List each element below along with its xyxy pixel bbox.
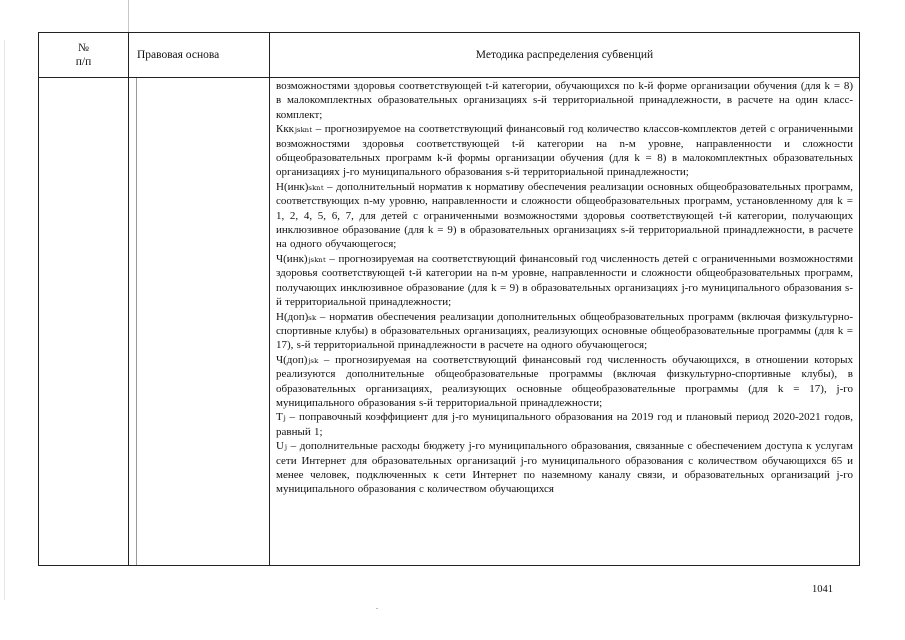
header-number-label: п/п (75, 56, 92, 68)
method-paragraph: Н(доп)ₛₖ – норматив обеспечения реализации дополнительных общеобразовательных программ (включая физкультурно-спортивные клубы) в образовательных организациях, реализующих основные общеобразовательные программы (для k = 17), s-й территориальной принадлежности в расчете на одного обучающегося; (276, 310, 853, 352)
table-row (39, 78, 860, 566)
header-number (39, 33, 129, 78)
page-number: 1041 (812, 584, 833, 595)
cell-method (270, 78, 860, 566)
method-paragraph: Uⱼ – дополнительные расходы бюджету j-го муниципального образования, связанные с обеспечением доступа к услугам сети Интернет для образовательных организаций j-го муниципального образования с количеством обучающихся 65 и менее человек, подключенных к сети Интернет по наземному каналу связи, и образовательных организаций j-го муниципального образования с количеством обучающихся (276, 440, 853, 496)
scan-artifact-line (128, 0, 129, 32)
scan-artifact-dot (376, 608, 378, 609)
method-paragraph: Tⱼ – поправочный коэффициент для j-го муниципального образования на 2019 год и плановый период 2020-2021 годов, равный 1; (276, 411, 853, 438)
header-method: Методика распределения субвенций (270, 33, 860, 78)
header-number-symbol: № (78, 42, 89, 54)
method-paragraph: Н(инк)ₛₖₙₜ – дополнительный норматив к нормативу обеспечения реализации основных общеобразовательных программ, соответствующих n-му уровню, направленности и сложности общеобразовательных программ, установленному для k = 1, 2, 4, 5, 6, 7, для детей с ограниченными возможностями здоровья соответствующей t-й категории, получающих инклюзивное образование (для k = 9) в образовательных организациях s-й территориальной принадлежности, в расчете на одного обучающегося; (276, 180, 853, 251)
subvention-method-table (38, 32, 860, 566)
scan-artifact-line (4, 40, 5, 600)
method-paragraph: Ч(доп)ⱼₛₖ – прогнозируемая на соответствующий финансовый год численность обучающихся, в отношении которых реализуются дополнительные общеобразовательные программы (включая физкультурно-спортивные клубы), в образовательных организациях, реализующих основные общеобразовательные программы (для k = 17), j-го муниципального образования s-й территориальной принадлежности; (276, 353, 853, 409)
cell-legal-basis (129, 78, 270, 566)
method-paragraph: Ч(инк)ⱼₛₖₙₜ – прогнозируемая на соответствующий финансовый год численность детей с ограниченными возможностями здоровья соответствующей t-й категории на n-м уровне, направленности и сложности общеобразовательных программ, получающих инклюзивное образование (для k = 9) в образовательных организациях j-го муниципального образования s-й территориальной принадлежности; (276, 252, 853, 309)
inner-rule-line (136, 78, 137, 565)
header-legal-basis: Правовая основа (129, 33, 270, 78)
cell-number (39, 78, 129, 566)
method-paragraph: Кккⱼₛₖₙₜ – прогнозируемое на соответствующий финансовый год количество классов-комплектов детей с ограниченными возможностями здоровья соответствующей t-й категории на n-м уровне, направленности и сложности общеобразовательных программ k-й формы организации обучения (для k = 8) в малокомплектных образовательных организациях j-го муниципального образования s-й территориальной принадлежности; (276, 123, 853, 179)
method-paragraph: возможностями здоровья соответствующей t-й категории, обучающихся по k-й форме организации обучения (для k = 8) в малокомплектных образовательных организациях s-й территориальной принадлежности, в расчете на один класс-комплект; (276, 80, 853, 121)
table-header-row (39, 33, 860, 78)
